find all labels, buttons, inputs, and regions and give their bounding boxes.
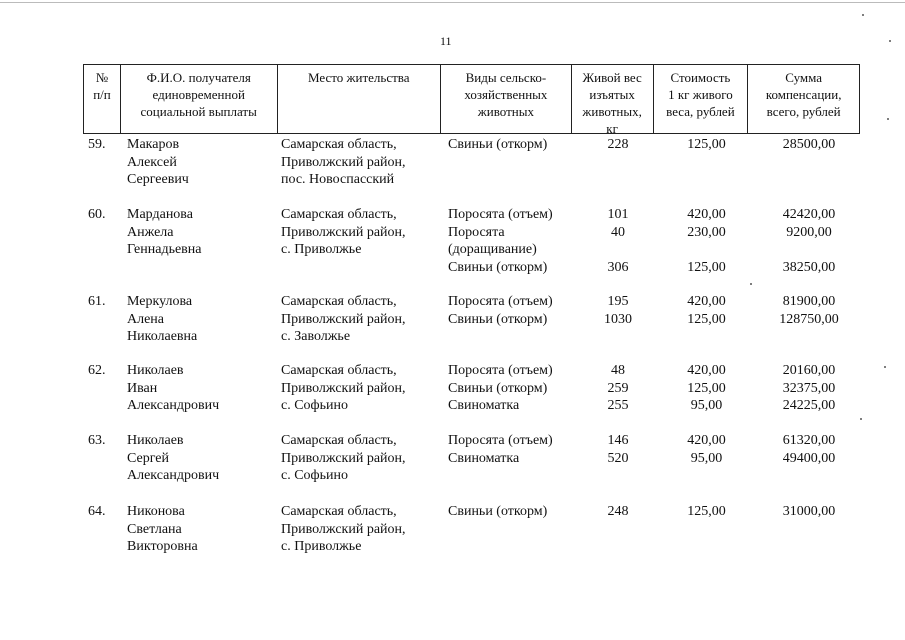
price-per-kg-value: 420,00 [687,363,726,378]
animal-type: Свиньи (откорм) [448,137,548,152]
recipient-name-line: Николаев [127,433,184,448]
animal-type: Свиньи (откорм) [448,504,548,519]
recipient-name-line: Иван [127,380,158,396]
residence-line: Приволжский район, [281,380,406,396]
residence-line: Самарская область, [281,207,397,222]
animal-type: Свиноматка [448,450,520,466]
residence-line: Приволжский район, [281,154,406,170]
live-weight-value: 255 [607,398,629,413]
header-compensation-sum: Сумма компенсации, всего, рублей [765,70,842,119]
record-number: 60. [88,207,106,222]
live-weight-value: 48 [611,363,625,378]
price-per-kg-value: 95,00 [690,450,723,466]
recipient-name-line: Марданова [127,207,193,222]
animal-type: (доращивание) [448,242,537,257]
compensation-sum-value: 24225,00 [782,398,836,413]
animal-type: Свиноматка [448,398,520,413]
live-weight-value: 146 [607,433,629,448]
compensation-sum-value: 61320,00 [782,433,836,448]
recipient-name-line: Александрович [127,398,220,413]
live-weight-value: 101 [607,207,629,222]
price-per-kg-value: 125,00 [687,311,726,327]
header-animal-type: Виды сельско- хозяйственных животных [441,65,572,133]
residence-line: пос. Новоспасский [281,172,395,187]
price-per-kg-value: 420,00 [687,294,726,309]
price-per-kg-value: 420,00 [687,433,726,448]
live-weight-value: 248 [607,504,629,519]
compensation-sum-value: 32375,00 [782,380,836,396]
price-per-kg-value: 125,00 [687,137,726,152]
recipient-name-line: Анжела [127,224,174,240]
recipient-name-line: Викторовна [127,539,198,554]
header-price-per-kg: Стоимость 1 кг живого веса, рублей [654,65,749,133]
recipient-name-line: Николаевна [127,329,198,344]
residence-line: Самарская область, [281,363,397,378]
residence-line: с. Софьино [281,398,348,413]
header-residence: Место жительства [278,65,442,133]
record-number: 63. [88,433,106,448]
residence-line: с. Приволжье [281,539,362,554]
price-per-kg-value: 95,00 [690,398,723,413]
compensation-sum-value: 42420,00 [782,207,836,222]
residence-line: Приволжский район, [281,521,406,537]
animal-type: Поросята (отъем) [448,207,553,222]
recipient-name-line: Никонова [127,504,185,519]
price-per-kg-value: 125,00 [687,380,726,396]
scan-speck [884,366,886,368]
compensation-sum-value: 9200,00 [786,224,832,240]
animal-type: Поросята (отъем) [448,294,553,309]
compensation-sum-value: 28500,00 [782,137,836,152]
price-per-kg-value: 420,00 [687,207,726,222]
live-weight-value: 40 [611,224,625,240]
scan-speck [750,283,752,285]
residence-line: с. Заволжье [281,329,351,344]
recipient-name-line: Макаров [127,137,180,152]
compensation-sum-value: 31000,00 [782,504,836,519]
residence-line: Приволжский район, [281,224,406,240]
record-number: 59. [88,137,106,152]
compensation-sum-value: 128750,00 [779,311,839,327]
recipient-name-line: Геннадьевна [127,242,202,257]
header-recipient-name: Ф.И.О. получателя единовременной социальной выплаты [121,65,278,133]
price-per-kg-value: 125,00 [687,504,726,519]
compensation-sum-value: 81900,00 [782,294,836,309]
animal-type: Свиньи (откорм) [448,380,548,396]
live-weight-value: 520 [607,450,629,466]
price-per-kg-value: 125,00 [687,259,726,275]
animal-type: Поросята (отъем) [448,363,553,378]
recipient-name-line: Меркулова [127,294,193,309]
residence-line: Приволжский район, [281,311,406,327]
header-number: № п/п [84,65,121,133]
residence-line: Самарская область, [281,294,397,309]
residence-line: с. Софьино [281,468,348,483]
live-weight-value: 195 [607,294,629,309]
live-weight-value: 259 [607,380,629,396]
scan-speck [862,14,864,16]
live-weight-value: 306 [607,259,629,275]
recipient-name-line: Александрович [127,468,220,483]
page-number: 11 [440,34,452,48]
residence-line: с. Приволжье [281,242,362,257]
recipient-name-line: Алексей [127,154,177,170]
animal-type: Поросята (отъем) [448,433,553,448]
animal-type: Свиньи (откорм) [448,311,548,327]
scan-speck [860,418,862,420]
live-weight-value: 228 [607,137,629,152]
recipient-name-line: Сергей [127,450,169,466]
residence-line: Самарская область, [281,137,397,152]
residence-line: Самарская область, [281,504,397,519]
record-number: 64. [88,504,106,519]
animal-type: Свиньи (откорм) [448,259,548,275]
residence-line: Самарская область, [281,433,397,448]
compensation-sum-value: 20160,00 [782,363,836,378]
price-per-kg-value: 230,00 [687,224,726,240]
header-live-weight: Живой вес изъятых животных, кг [572,65,654,133]
animal-type: Поросята [448,224,505,240]
record-number: 62. [88,363,106,378]
record-number: 61. [88,294,106,309]
recipient-name-line: Николаев [127,363,184,378]
live-weight-value: 1030 [604,311,632,327]
recipient-name-line: Сергеевич [127,172,189,187]
residence-line: Приволжский район, [281,450,406,466]
compensation-sum-value: 38250,00 [782,259,836,275]
scan-speck [889,40,891,42]
recipient-name-line: Светлана [127,521,182,537]
recipient-name-line: Алена [127,311,165,327]
scan-speck [887,118,889,120]
compensation-sum-value: 49400,00 [782,450,836,466]
